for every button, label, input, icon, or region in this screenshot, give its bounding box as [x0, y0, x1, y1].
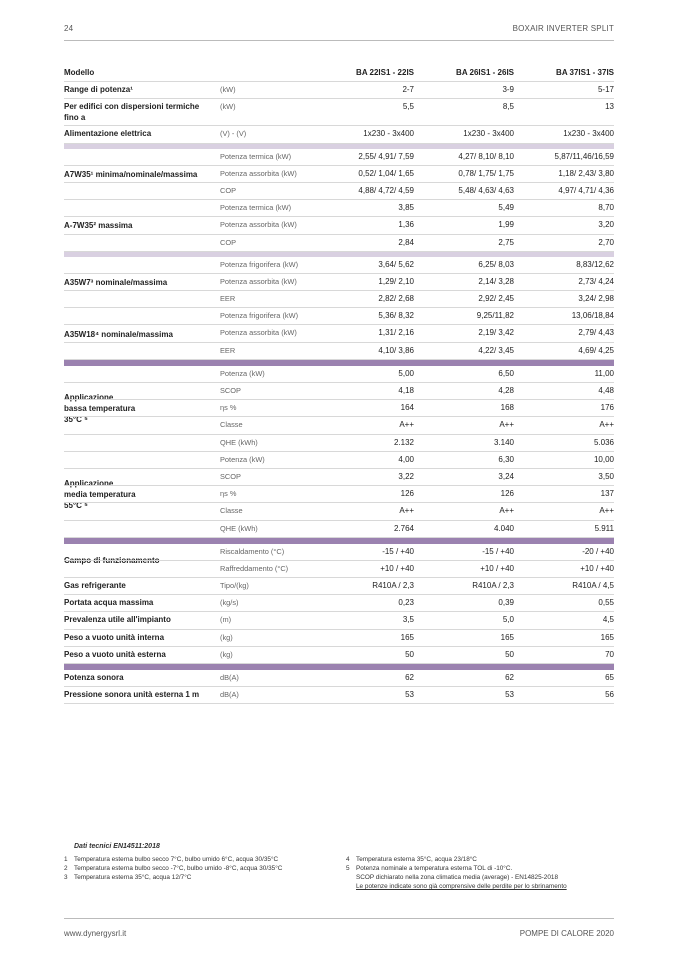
footnote-line — [64, 873, 334, 882]
row-unit: Potenza (kW) — [220, 454, 265, 464]
cell-value: 5-17 — [597, 85, 614, 95]
cell-value: -15 / +40 — [382, 546, 414, 556]
row-unit: EER — [220, 294, 236, 304]
cell-value: 8,70 — [598, 203, 614, 213]
cell-value: 0,55 — [598, 598, 614, 608]
cell-value: 5,36/ 8,32 — [378, 311, 414, 321]
website-link[interactable]: www.dynergysrl.it — [64, 929, 127, 938]
cell-value: 2,75 — [498, 237, 514, 247]
row-label: Pressione sonora unità esterna 1 m — [64, 690, 200, 700]
cell-value: 50 — [405, 649, 414, 659]
cell-value: 176 — [600, 403, 614, 413]
cell-value: 3-9 — [502, 85, 514, 95]
table-row — [64, 647, 614, 664]
footnote-5-line-1: Potenza nominale a temperatura esterna TOL di -10°C. — [356, 865, 513, 872]
cell-value: 126 — [400, 489, 414, 499]
table-row — [64, 308, 614, 325]
cell-value: 1,36 — [398, 220, 414, 230]
cell-value: 126 — [500, 489, 514, 499]
group-label-line: bassa temperatura — [64, 404, 136, 414]
cell-value: A++ — [499, 506, 514, 516]
row-unit: SCOP — [220, 386, 241, 395]
cell-value: 5.911 — [594, 523, 614, 533]
cell-value: +10 / +40 — [380, 563, 414, 573]
cell-value: 4,5 — [602, 615, 614, 625]
footer-rule — [64, 918, 614, 919]
table-row — [64, 235, 614, 251]
cell-value: 13,06/18,84 — [571, 311, 614, 321]
cell-value: 1,31/ 2,16 — [378, 328, 414, 338]
cell-value: 4,00 — [398, 454, 414, 464]
row-unit: Riscaldamento (°C) — [220, 546, 285, 556]
cell-value: 164 — [400, 403, 414, 413]
cell-value: 2,73/ 4,24 — [578, 276, 614, 286]
cell-value: +10 / +40 — [580, 563, 614, 573]
cell-value: 0,78/ 1,75/ 1,75 — [458, 168, 514, 178]
row-group — [64, 366, 614, 452]
table-row — [64, 383, 614, 400]
row-group — [64, 452, 614, 538]
table-row — [64, 561, 614, 577]
row-unit: Potenza assorbita (kW) — [220, 328, 297, 338]
cell-value: 1,18/ 2,43/ 3,80 — [558, 168, 614, 178]
cell-value: 4,28 — [498, 386, 514, 395]
cell-value: 4,48 — [598, 386, 614, 395]
footnote-text: Temperatura esterna 35°C, acqua 12/7°C — [74, 874, 192, 881]
cell-value: 9,25/11,82 — [476, 311, 514, 321]
row-label: Potenza sonora — [64, 673, 124, 682]
cell-value: 13 — [605, 102, 614, 112]
cell-value: 2,55/ 4,91/ 7,59 — [358, 151, 414, 161]
table-row — [64, 343, 614, 359]
footnote-number: 1 — [64, 856, 68, 863]
row-group — [64, 257, 614, 309]
cell-value: 165 — [400, 632, 414, 642]
group-label-line: 55°C ⁵ — [64, 501, 88, 511]
footnote-number: 2 — [64, 865, 68, 872]
cell-value: 1x230 - 3x400 — [463, 129, 514, 139]
cell-value: R410A / 2,3 — [472, 581, 514, 591]
group-label: A35W18⁴ nominale/massima — [64, 329, 173, 339]
row-label: Prevalenza utile all'impianto — [64, 615, 171, 625]
footnote-5-line-3: Le potenze indicate sono già comprensive delle perdite per lo sbrinamento — [356, 883, 567, 890]
table-row — [64, 452, 614, 469]
cell-value: 2.132 — [393, 437, 414, 447]
cell-value: 3,24/ 2,98 — [578, 294, 614, 304]
page-number: 24 — [64, 24, 74, 33]
cell-value: A++ — [599, 420, 614, 430]
table-row — [64, 325, 614, 342]
cell-value: 4,27/ 8,10/ 8,10 — [458, 151, 514, 161]
group-label: Campo di funzionamento — [64, 556, 160, 566]
row-group — [64, 544, 614, 578]
row-label: Alimentazione elettrica — [64, 129, 152, 139]
cell-value: -20 / +40 — [582, 546, 614, 556]
table-row — [64, 99, 614, 126]
row-unit: (m) — [220, 615, 232, 625]
table-row — [64, 503, 614, 520]
cell-value: 5,5 — [402, 102, 414, 112]
cell-value: 2,19/ 3,42 — [478, 328, 514, 338]
table-row — [64, 183, 614, 199]
row-label: Per edifici con dispersioni termiche fino a — [64, 102, 200, 123]
cell-value: A++ — [499, 420, 514, 430]
catalog-title: POMPE DI CALORE 2020 — [519, 929, 614, 938]
cell-value: 6,30 — [498, 454, 514, 464]
row-unit: (kg) — [220, 649, 233, 659]
cell-value: 2,92/ 2,45 — [478, 294, 514, 304]
table-row — [64, 469, 614, 486]
cell-value: 2,79/ 4,43 — [578, 328, 614, 338]
group-label: A35W7³ nominale/massima — [64, 277, 168, 287]
cell-value: 165 — [500, 632, 514, 642]
table-row — [64, 200, 614, 217]
cell-value: 4,88/ 4,72/ 4,59 — [358, 185, 414, 195]
row-unit: Classe — [220, 420, 243, 430]
cell-value: 50 — [505, 649, 514, 659]
table-row — [64, 126, 614, 143]
cell-value: A++ — [399, 420, 414, 430]
cell-value: 0,52/ 1,04/ 1,65 — [358, 168, 414, 178]
header-rule — [64, 40, 614, 41]
row-unit: Potenza assorbita (kW) — [220, 276, 297, 286]
column-header-2: BA 26IS1 - 26IS — [456, 68, 514, 77]
cell-value: 65 — [605, 673, 614, 682]
cell-value: R410A / 4,5 — [572, 581, 614, 591]
cell-value: 11,00 — [594, 368, 614, 378]
cell-value: 3,20 — [598, 220, 614, 230]
cell-value: 70 — [605, 649, 614, 659]
running-title: BOXAIR INVERTER SPLIT — [512, 24, 614, 33]
group-label-line: 35°C ⁵ — [64, 415, 88, 425]
row-unit: SCOP — [220, 471, 241, 481]
cell-value: A++ — [399, 506, 414, 516]
table-row — [64, 149, 614, 166]
cell-value: A++ — [599, 506, 614, 516]
cell-value: 53 — [405, 690, 414, 700]
row-group — [64, 200, 614, 252]
cell-value: 8,5 — [502, 102, 514, 112]
row-unit: Tipo/(kg) — [220, 581, 249, 591]
table-row — [64, 366, 614, 383]
row-group — [64, 308, 614, 360]
row-unit: Potenza termica (kW) — [220, 151, 292, 161]
cell-value: 2-7 — [402, 85, 414, 95]
table-row — [64, 595, 614, 612]
row-unit: Potenza termica (kW) — [220, 203, 292, 213]
cell-value: 5,00 — [398, 368, 414, 378]
row-unit: QHE (kWh) — [220, 437, 258, 447]
cell-value: 6,50 — [498, 368, 514, 378]
cell-value: 1,99 — [498, 220, 514, 230]
table-row — [64, 578, 614, 595]
group-label: A-7W35² massima — [64, 221, 133, 231]
row-label: Portata acqua massima — [64, 598, 154, 608]
cell-value: 6,25/ 8,03 — [478, 259, 514, 269]
table-row — [64, 612, 614, 629]
cell-value: 3,85 — [398, 203, 414, 213]
table-row — [64, 82, 614, 99]
cell-value: 5,0 — [502, 615, 514, 625]
footnote-line — [64, 864, 334, 873]
row-label: Peso a vuoto unità esterna — [64, 649, 166, 659]
table-row — [64, 435, 614, 451]
cell-value: 1x230 - 3x400 — [363, 129, 414, 139]
row-unit: COP — [220, 237, 237, 247]
cell-value: 165 — [600, 632, 614, 642]
footnote-number: 3 — [64, 874, 68, 881]
row-unit: Potenza assorbita (kW) — [220, 168, 297, 178]
cell-value: 1,29/ 2,10 — [378, 276, 414, 286]
row-unit: COP — [220, 185, 237, 195]
table-row — [64, 257, 614, 274]
row-group — [64, 149, 614, 201]
group-label-line: media temperatura — [64, 490, 136, 500]
row-unit: Potenza frigorifera (kW) — [220, 259, 299, 269]
row-unit: dB(A) — [220, 673, 239, 682]
table-row — [64, 291, 614, 307]
row-label: Range di potenza¹ — [64, 85, 133, 95]
cell-value: 3,24 — [498, 471, 514, 481]
footnote-text: Temperatura esterna bulbo secco 7°C, bulbo umido 6°C, acqua 30/35°C — [74, 856, 279, 863]
footnotes — [64, 843, 614, 890]
cell-value: R410A / 2,3 — [372, 581, 414, 591]
table-header-row — [64, 65, 614, 82]
footnote-5-line-2: SCOP dichiarato nella zona climatica media (average) - EN14825-2018 — [356, 874, 559, 881]
cell-value: +10 / +40 — [480, 563, 514, 573]
footnote-line — [64, 855, 334, 864]
group-label-line: Applicazione — [64, 393, 114, 403]
cell-value: 4.040 — [493, 523, 514, 533]
group-label: A7W35¹ minima/nominale/massima — [64, 169, 198, 179]
row-unit: Raffreddamento (°C) — [220, 563, 289, 573]
cell-value: 8,83/12,62 — [576, 259, 614, 269]
cell-value: 3,22 — [398, 471, 414, 481]
cell-value: 5,49 — [498, 203, 514, 213]
cell-value: 2,14/ 3,28 — [478, 276, 514, 286]
footnote-4: Temperatura esterna 35°C, acqua 23/18°C — [356, 856, 477, 863]
row-unit: QHE (kWh) — [220, 523, 258, 533]
cell-value: 0,23 — [398, 598, 414, 608]
row-unit: (kW) — [220, 85, 236, 95]
cell-value: 5,48/ 4,63/ 4,63 — [458, 185, 514, 195]
column-header-1: BA 22IS1 - 22IS — [356, 68, 414, 77]
cell-value: 5.036 — [593, 437, 614, 447]
row-unit: Potenza (kW) — [220, 368, 265, 378]
row-unit: ηs % — [220, 489, 237, 499]
table-row — [64, 521, 614, 537]
table-row — [64, 544, 614, 561]
table-row — [64, 166, 614, 183]
cell-value: 2.764 — [393, 523, 414, 533]
group-label-line: Applicazione — [64, 479, 114, 489]
table-row — [64, 400, 614, 417]
row-unit: dB(A) — [220, 690, 239, 700]
cell-value: 137 — [600, 489, 614, 499]
spec-table — [64, 65, 614, 704]
cell-value: 2,84 — [398, 237, 414, 247]
cell-value: 2,82/ 2,68 — [378, 294, 414, 304]
cell-value: 4,18 — [398, 386, 414, 395]
cell-value: 4,22/ 3,45 — [478, 345, 514, 355]
cell-value: 56 — [605, 690, 614, 700]
table-row — [64, 670, 614, 687]
cell-value: 3,5 — [402, 615, 414, 625]
row-unit: Classe — [220, 506, 243, 516]
column-header-3: BA 37IS1 - 37IS — [556, 68, 614, 77]
cell-value: 53 — [505, 690, 514, 700]
row-unit: Potenza assorbita (kW) — [220, 220, 297, 230]
cell-value: 10,00 — [593, 454, 614, 464]
cell-value: 62 — [505, 673, 514, 682]
cell-value: 62 — [405, 673, 414, 682]
footnotes-title: Dati tecnici EN14511:2018 — [74, 843, 160, 850]
footnote-text: Temperatura esterna bulbo secco -7°C, bulbo umido -8°C, acqua 30/35°C — [74, 865, 283, 872]
row-unit: (V) - (V) — [220, 129, 247, 139]
table-row — [64, 486, 614, 503]
cell-value: 3,50 — [598, 471, 614, 481]
cell-value: 4,97/ 4,71/ 4,36 — [558, 185, 614, 195]
cell-value: 3.140 — [493, 437, 514, 447]
row-unit: EER — [220, 345, 236, 355]
cell-value: 1x230 - 3x400 — [563, 129, 614, 139]
footnotes-left — [64, 855, 334, 882]
cell-value: 2,70 — [598, 237, 614, 247]
table-row — [64, 687, 614, 704]
cell-value: 0,39 — [498, 598, 514, 608]
cell-value: 3,64/ 5,62 — [378, 259, 414, 269]
table-row — [64, 630, 614, 647]
cell-value: 5,87/11,46/16,59 — [554, 151, 614, 161]
cell-value: 168 — [500, 403, 514, 413]
row-unit: (kg/s) — [220, 598, 239, 608]
row-unit: (kW) — [220, 102, 236, 112]
model-header: Modello — [64, 68, 95, 77]
cell-value: 4,69/ 4,25 — [578, 345, 614, 355]
row-unit: Potenza frigorifera (kW) — [220, 311, 299, 321]
table-row — [64, 417, 614, 434]
row-unit: (kg) — [220, 632, 233, 642]
table-row — [64, 274, 614, 291]
row-label: Gas refrigerante — [64, 581, 126, 591]
footnotes-right: 4 Temperatura esterna 35°C, acqua 23/18°C 5 Potenza nominale a temperatura esterna TOL di -10°C. SCOP dichiarato nella zona climatica media (average) - EN14825-2018 Le potenze indicate sono già comprensive delle perdite per lo sbrinamento — [346, 855, 614, 891]
row-unit: ηs % — [220, 403, 237, 413]
row-label: Peso a vuoto unità interna — [64, 632, 165, 642]
cell-value: 4,10/ 3,86 — [378, 345, 414, 355]
cell-value: -15 / +40 — [482, 546, 514, 556]
table-row — [64, 217, 614, 234]
